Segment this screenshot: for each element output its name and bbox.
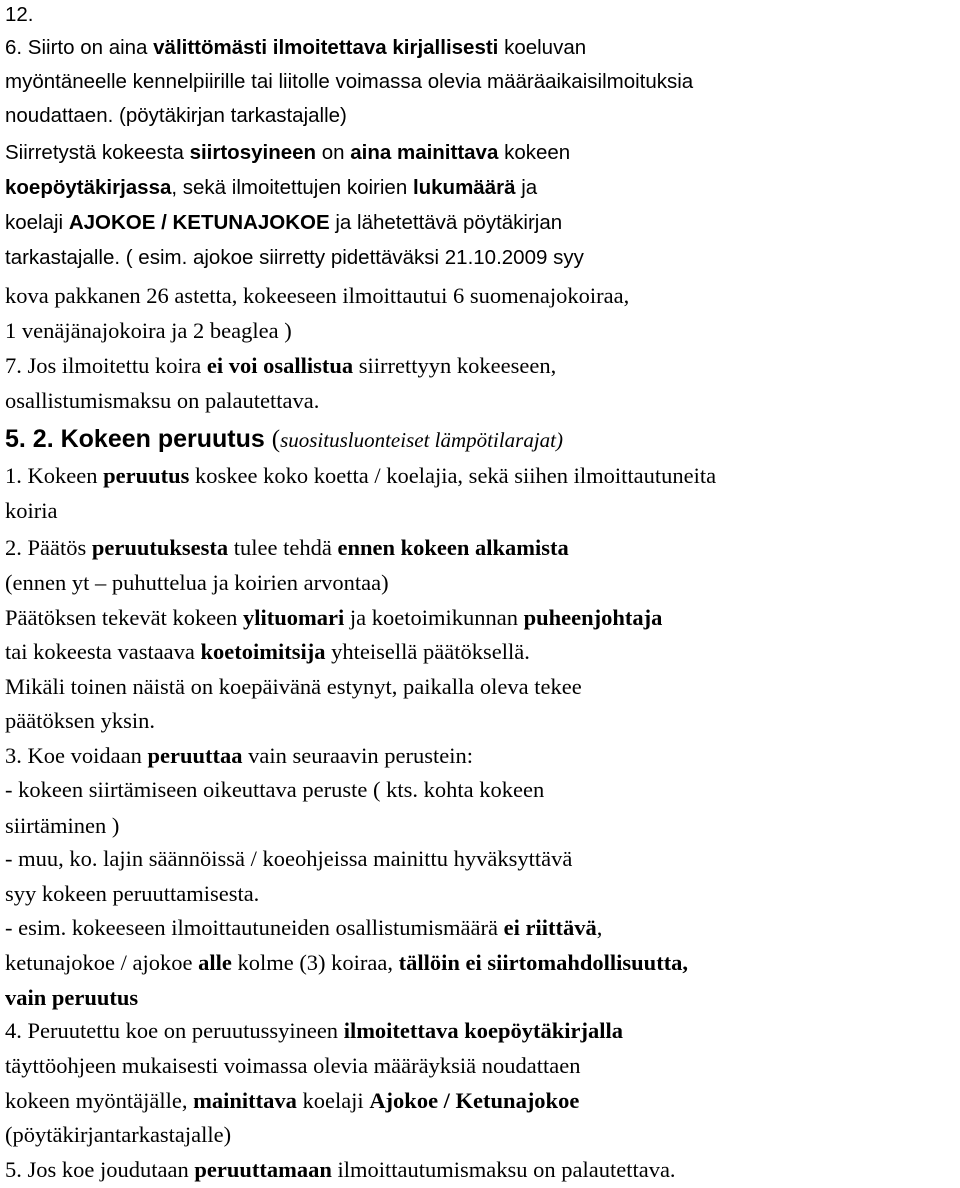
text-segment: 6. Siirto on aina (5, 36, 154, 59)
text-segment: noudattaen. (pöytäkirjan tarkastajalle) (5, 104, 347, 127)
text-segment: tulee tehdä (228, 535, 338, 560)
text-segment: , sekä ilmoitettujen koirien (171, 176, 413, 199)
text-segment: koelaji (296, 1088, 370, 1113)
bold-text: mainittava (193, 1088, 297, 1113)
bold-text: ei voi osallistua (206, 353, 354, 378)
text-line (5, 241, 584, 275)
bold-text: ylituomari (243, 605, 345, 630)
bold-text: ilmoitettava koepöytäkirjalla (343, 1018, 624, 1043)
text-line (5, 1049, 580, 1083)
bold-text: tällöin ei siirtomahdollisuutta, (398, 950, 689, 975)
text-segment: koiria (5, 498, 58, 523)
text-segment: Päätöksen tekevät kokeen (5, 605, 244, 630)
text-line (5, 65, 693, 99)
text-line (5, 171, 537, 205)
bold-text: alle (198, 950, 232, 975)
text-line (5, 635, 530, 669)
text-segment: ilmoittautumismaksu on palautettava. (331, 1157, 676, 1182)
bold-text: koetoimitsija (200, 639, 326, 664)
text-line (5, 739, 473, 773)
text-segment: 7. Jos ilmoitettu koira (5, 353, 207, 378)
text-segment: ja lähetettävä pöytäkirjan (329, 211, 563, 234)
text-segment: koelaji (5, 211, 69, 234)
text-line (5, 31, 586, 65)
bold-text: ennen kokeen alkamista (337, 535, 569, 560)
text-segment: 2. Päätös (5, 535, 92, 560)
bold-text: peruutus (103, 463, 190, 488)
text-line (5, 601, 662, 635)
text-line (5, 981, 138, 1015)
bold-text: ei riittävä (503, 915, 597, 940)
text-line (5, 704, 155, 738)
text-segment: tarkastajalle. ( esim. ajokoe siirretty pidettäväksi 21.10.2009 syy (5, 246, 584, 269)
text-segment: 4. Peruutettu koe on peruutussyineen (5, 1018, 344, 1043)
text-segment: koeluvan (498, 36, 587, 59)
text-segment: tai kokeesta vastaava (5, 639, 201, 664)
text-segment: 3. Koe voidaan (5, 743, 148, 768)
bold-text: puheenjohtaja (523, 605, 663, 630)
bold-text: koepöytäkirjassa (5, 176, 172, 199)
text-line (5, 494, 57, 528)
text-line (5, 206, 562, 240)
text-line (5, 946, 688, 980)
bold-text: vain peruutus (5, 985, 139, 1010)
text-segment: päätöksen yksin. (5, 708, 155, 733)
text-line (5, 531, 569, 565)
text-segment: - muu, ko. lajin säännöissä / koeohjeissa mainittu hyväksyttävä (5, 846, 573, 871)
text-segment: syy kokeen peruuttamisesta. (5, 881, 260, 906)
text-line (5, 911, 602, 945)
bold-text: lukumäärä (412, 176, 516, 199)
text-line (5, 773, 544, 807)
bold-text: AJOKOE / KETUNAJOKOE (68, 211, 330, 234)
text-segment: - esim. kokeeseen ilmoittautuneiden osallistumismäärä (5, 915, 504, 940)
italic-text: suositusluonteiset lämpötilarajat) (280, 428, 564, 452)
text-segment: vain seuraavin perustein: (242, 743, 474, 768)
text-line (5, 314, 292, 348)
text-line (5, 459, 716, 493)
text-line (5, 1118, 231, 1152)
text-line (5, 1153, 676, 1187)
text-segment: on (316, 141, 351, 164)
text-segment: , (596, 915, 603, 940)
text-segment: koskee koko koetta / koelajia, sekä siihen ilmoittautuneita (189, 463, 717, 488)
text-segment: yhteisellä päätöksellä. (325, 639, 530, 664)
text-segment: myöntäneelle kennelpiirille tai liitolle voimassa olevia määräaikaisilmoituksia (5, 70, 694, 93)
text-segment: 5. Jos koe joudutaan (5, 1157, 195, 1182)
text-segment: kokeen (498, 141, 571, 164)
bold-text: Ajokoe / Ketunajokoe (369, 1088, 580, 1113)
text-segment: täyttöohjeen mukaisesti voimassa olevia määräyksiä noudattaen (5, 1053, 581, 1078)
text-segment: kokeen myöntäjälle, (5, 1088, 194, 1113)
text-segment: kolme (3) koiraa, (231, 950, 399, 975)
text-segment: kova pakkanen 26 astetta, kokeeseen ilmoittautui 6 suomenajokoiraa, (5, 283, 630, 308)
bold-text: peruuttamaan (194, 1157, 332, 1182)
text-line (5, 384, 319, 418)
bold-text: välittömästi ilmoitettava kirjallisesti (153, 36, 499, 59)
text-line (5, 1014, 623, 1048)
text-segment: ketunajokoe / ajokoe (5, 950, 199, 975)
text-line (5, 136, 570, 170)
text-line (5, 566, 389, 600)
text-line (5, 877, 259, 911)
text-line (5, 99, 347, 133)
text-line (5, 1084, 579, 1118)
text-segment: siirrettyyn kokeeseen, (353, 353, 557, 378)
bold-text: siirtosyineen (189, 141, 317, 164)
text-line (5, 809, 119, 843)
text-segment: ja (515, 176, 538, 199)
section-heading (5, 422, 563, 456)
bold-text: peruutuksesta (91, 535, 229, 560)
text-segment: Mikäli toinen näistä on koepäivänä estynyt, paikalla oleva tekee (5, 674, 582, 699)
text-segment: Siirretystä kokeesta (5, 141, 190, 164)
page-number: 12. (5, 3, 34, 26)
bold-text: aina mainittava (350, 141, 499, 164)
text-segment: 1 venäjänajokoira ja 2 beaglea ) (5, 318, 292, 343)
text-segment: (ennen yt – puhuttelua ja koirien arvontaa) (5, 570, 389, 595)
text-segment: siirtäminen ) (5, 813, 120, 838)
text-segment: - kokeen siirtämiseen oikeuttava peruste ( kts. kohta kokeen (5, 777, 545, 802)
text-segment: ( (271, 426, 281, 453)
text-line (5, 670, 582, 704)
text-segment: ja koetoimikunnan (344, 605, 524, 630)
text-line (5, 279, 629, 313)
text-segment: osallistumismaksu on palautettava. (5, 388, 320, 413)
text-segment: 1. Kokeen (5, 463, 104, 488)
text-segment: (pöytäkirjantarkastajalle) (5, 1122, 232, 1147)
text-segment: 5. 2. Kokeen peruutus (5, 425, 272, 453)
bold-text: peruuttaa (147, 743, 243, 768)
text-line (5, 842, 572, 876)
text-line (5, 349, 556, 383)
